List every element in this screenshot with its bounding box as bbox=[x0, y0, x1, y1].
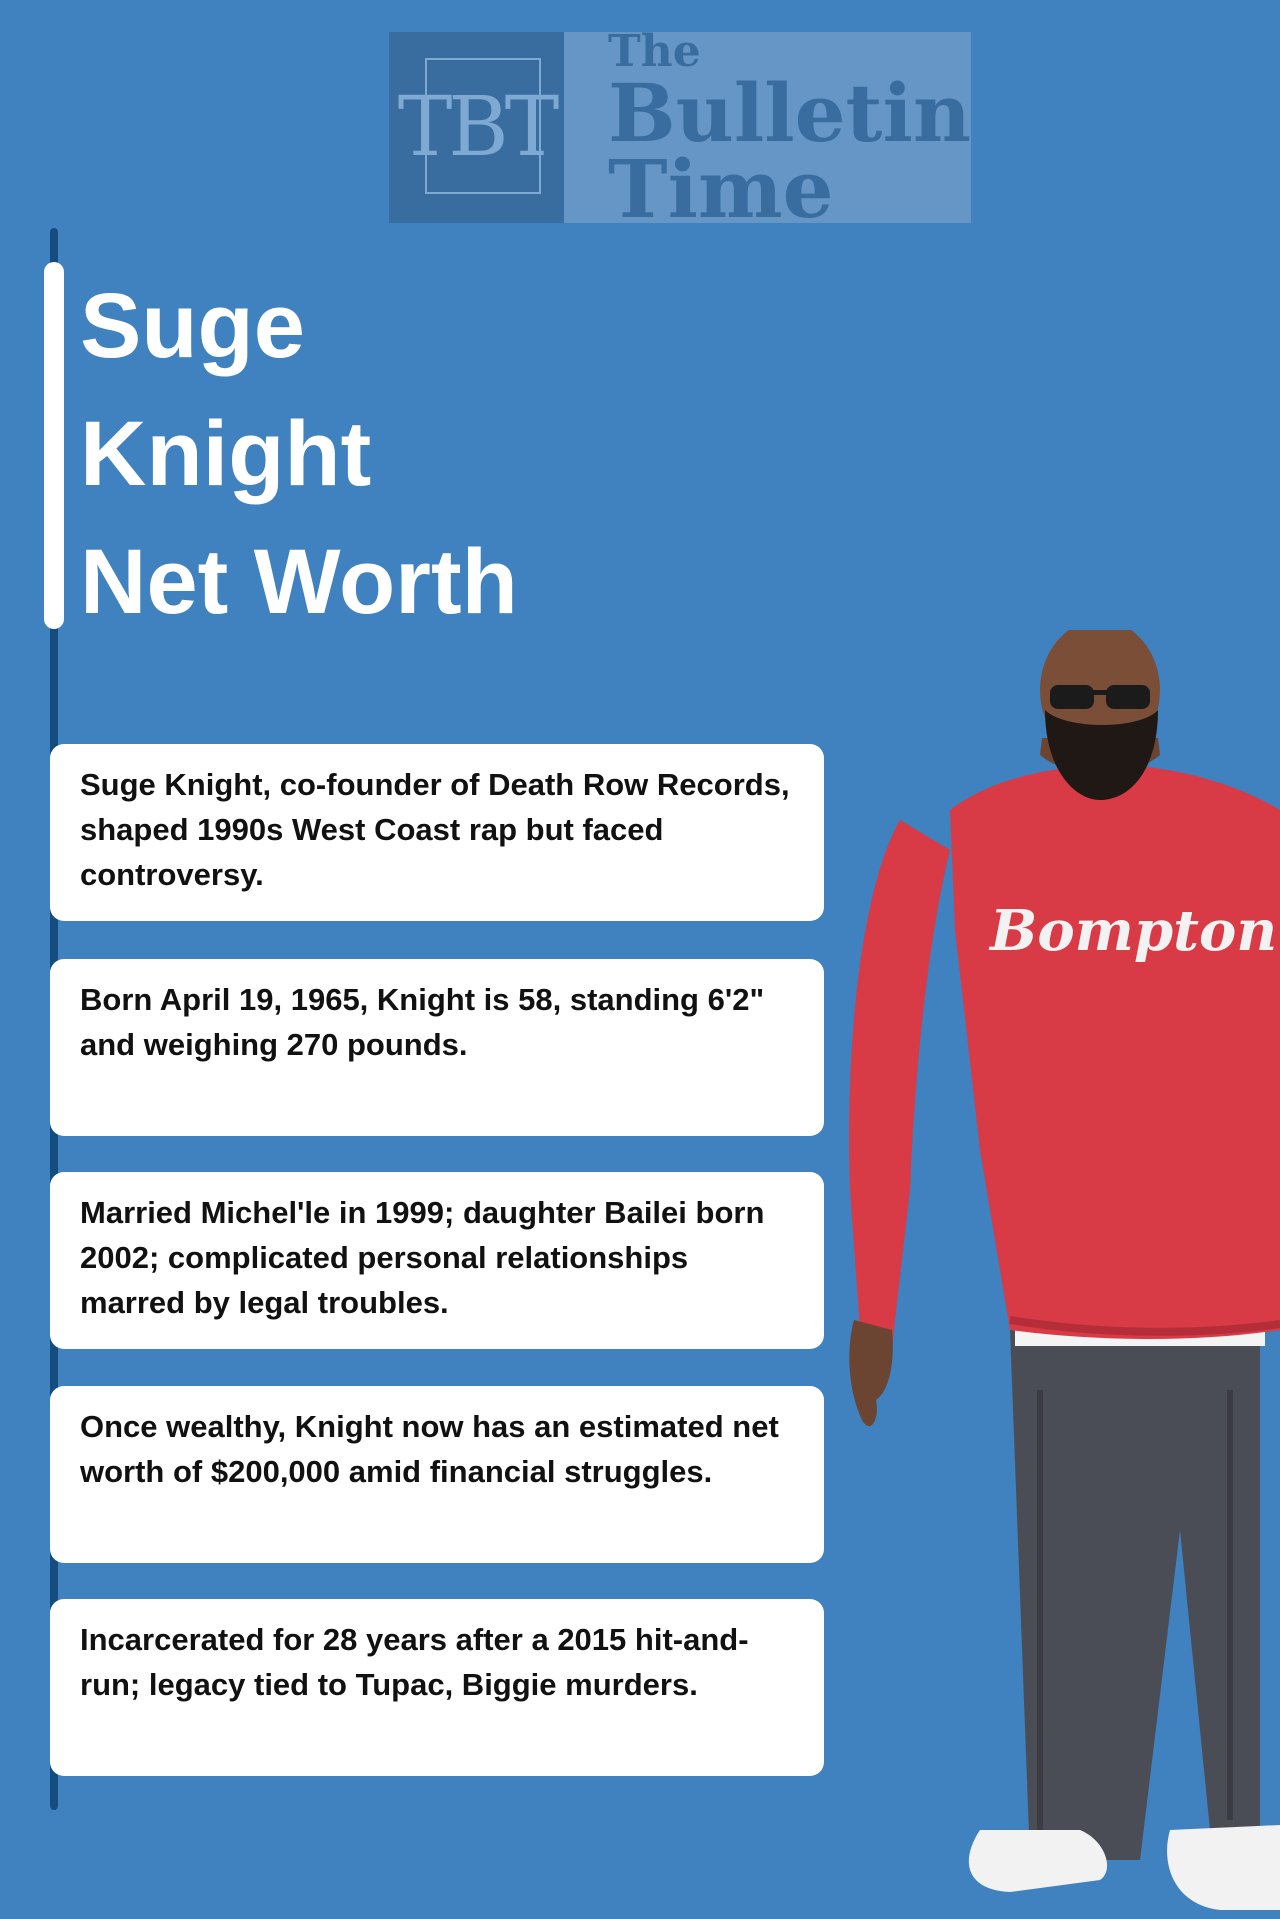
logo-monogram-box bbox=[389, 32, 564, 223]
brand-logo bbox=[389, 25, 971, 236]
fact-card-5 bbox=[50, 1599, 824, 1776]
fact-card-1 bbox=[50, 744, 824, 921]
logo-line-3: Time bbox=[608, 141, 834, 236]
left-hand bbox=[849, 1320, 893, 1426]
fact-text: Once wealthy, Knight now has an estimated net worth of $200,000 amid financial struggles. bbox=[80, 1409, 779, 1489]
jeans bbox=[1010, 1330, 1260, 1860]
shirt-print: Bompton bbox=[990, 898, 1278, 964]
page-title bbox=[80, 262, 518, 646]
logo-monogram: TBT bbox=[397, 79, 556, 175]
logo-line-1: The bbox=[608, 25, 701, 77]
title-line-1: Suge bbox=[80, 275, 305, 377]
left-shoe bbox=[969, 1830, 1107, 1892]
right-shoe bbox=[1167, 1825, 1280, 1910]
logo-wordmark bbox=[564, 25, 971, 236]
title-accent-bar bbox=[44, 262, 64, 629]
fact-card-2 bbox=[50, 959, 824, 1136]
sunglasses-bridge bbox=[1090, 690, 1110, 695]
left-sleeve bbox=[849, 820, 950, 1378]
sweatshirt bbox=[950, 765, 1280, 1339]
sunglasses-right-icon bbox=[1106, 685, 1150, 709]
person-photo bbox=[840, 630, 1280, 1919]
sunglasses-left-icon bbox=[1050, 685, 1094, 709]
fact-text: Suge Knight, co-founder of Death Row Records, shaped 1990s West Coast rap but faced controversy. bbox=[80, 767, 790, 892]
fact-text: Incarcerated for 28 years after a 2015 hit-and-run; legacy tied to Tupac, Biggie murders. bbox=[80, 1622, 749, 1702]
title-line-2: Knight bbox=[80, 403, 372, 505]
fact-card-3 bbox=[50, 1172, 824, 1349]
logo-line-2: Bulletin bbox=[608, 65, 971, 160]
fact-text: Born April 19, 1965, Knight is 58, standing 6'2" and weighing 270 pounds. bbox=[80, 982, 765, 1062]
fact-text: Married Michel'le in 1999; daughter Bailei born 2002; complicated personal relationships marred by legal troubles. bbox=[80, 1195, 765, 1320]
fact-card-4 bbox=[50, 1386, 824, 1563]
title-line-3: Net Worth bbox=[80, 531, 518, 633]
